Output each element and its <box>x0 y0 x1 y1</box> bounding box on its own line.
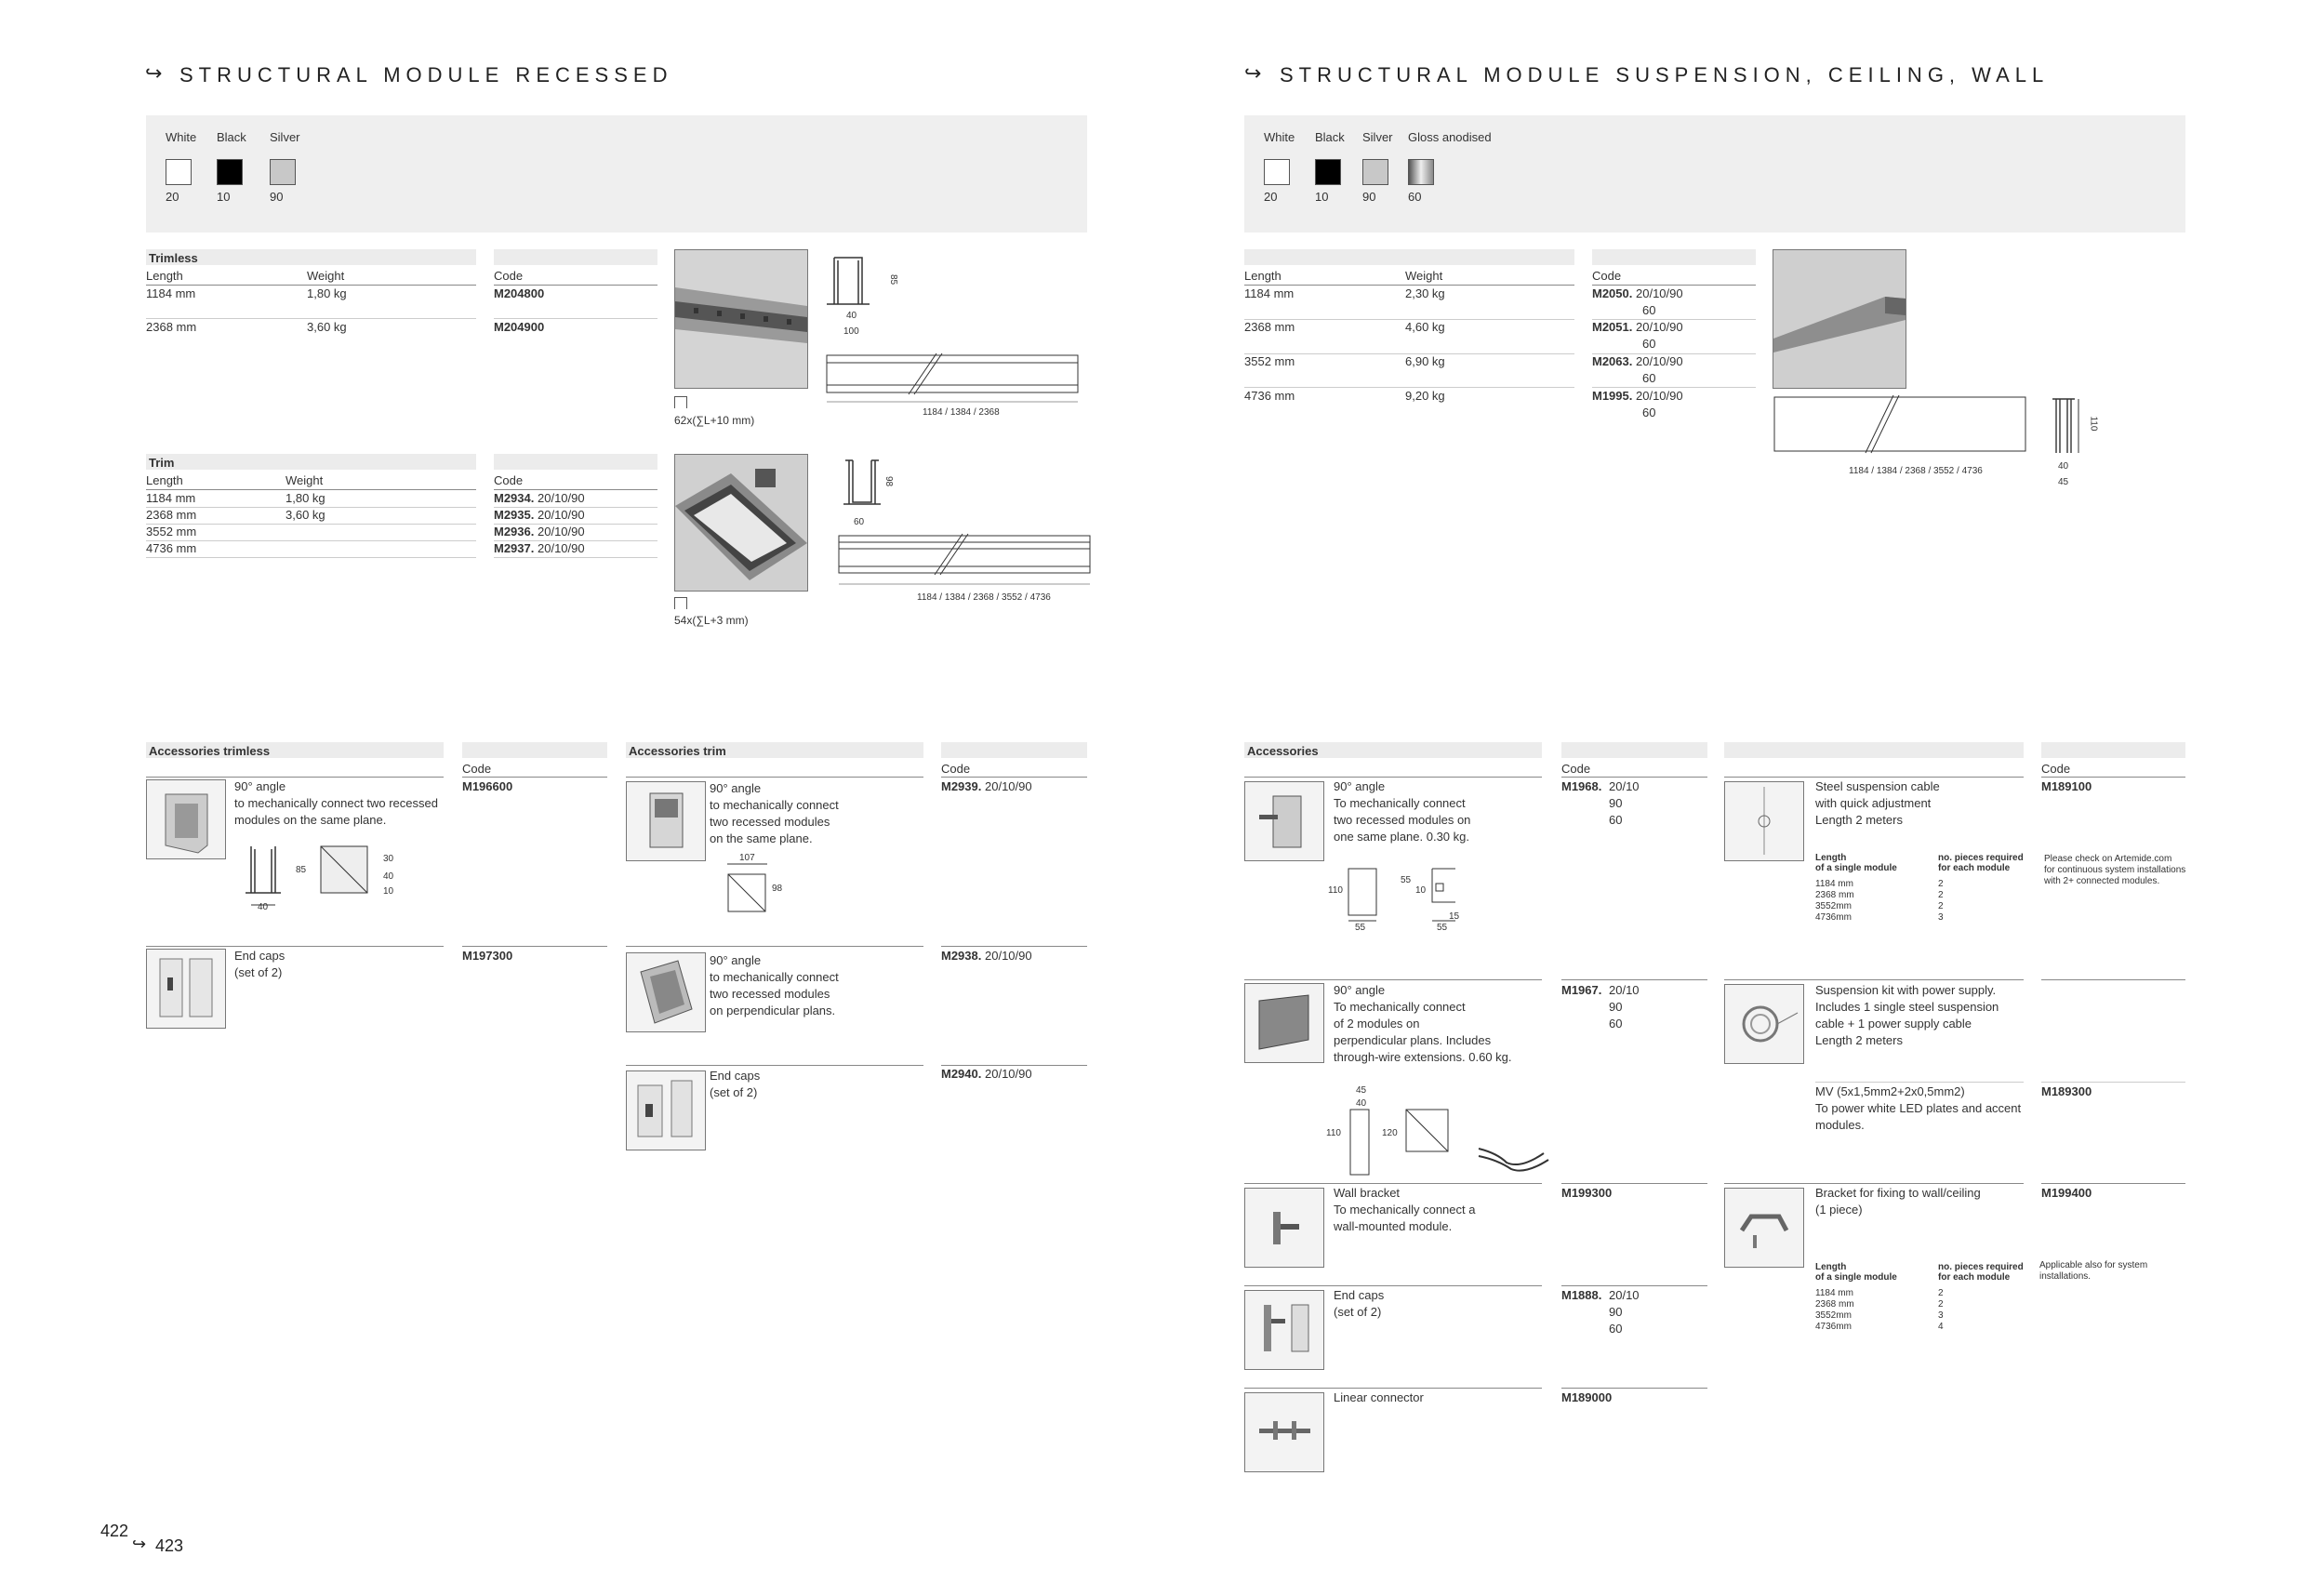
divider <box>1244 979 1542 980</box>
acc-trimless-code: M197300 <box>462 949 513 963</box>
suspension-cable-photo <box>1724 781 1804 861</box>
acc-endcap-photo <box>1244 1290 1324 1370</box>
module-row-code: M2051. 20/10/90 <box>1592 320 1683 334</box>
bracket-illustration <box>1725 1189 1803 1267</box>
accessories-header <box>1244 742 1542 758</box>
dim-label: 10 <box>383 886 394 897</box>
trim-length-drawing <box>837 526 1093 590</box>
acc-trim-desc: 90° angle to mechanically connect two recessed modules on the same plane. <box>710 781 839 845</box>
acc-code: M1968. <box>1561 779 1602 793</box>
divider <box>1724 979 2024 980</box>
divider <box>1724 777 2024 778</box>
table-pieces: 2 2 2 3 <box>1938 879 1944 923</box>
col-code: Code <box>462 762 492 776</box>
divider <box>941 777 1087 778</box>
table-header-pieces: no. pieces required for each module <box>1938 1262 2024 1283</box>
suspension-desc: Bracket for fixing to wall/ceiling (1 piece) <box>1815 1186 1981 1217</box>
left-color-band <box>146 115 1087 233</box>
swatch-white <box>166 159 192 185</box>
modules-header-bar <box>1244 249 1574 265</box>
dim-label: 40 <box>846 311 857 321</box>
module-row-variant2: 60 <box>1642 337 1656 351</box>
page-number-left: 422 <box>100 1522 129 1540</box>
acc-code: M1967. <box>1561 983 1602 997</box>
divider <box>2041 777 2185 778</box>
col-weight: Weight <box>286 473 324 487</box>
color-code-black: 10 <box>1315 190 1329 204</box>
col-weight: Weight <box>1405 269 1443 283</box>
acc-trimless-angle-photo <box>146 779 226 859</box>
color-label-gloss: Gloss anodised <box>1408 130 1492 144</box>
acc-desc: 90° angle To mechanically connect two recessed modules on one same plane. 0.30 kg. <box>1334 779 1471 844</box>
divider <box>146 557 476 558</box>
acc-trim-perp-photo <box>626 952 706 1032</box>
divider <box>494 557 657 558</box>
trimless-profile-illustration <box>675 250 807 388</box>
suspension-code: M189300 <box>2041 1084 2092 1098</box>
acc-variant: 90 <box>1609 1305 1623 1319</box>
dim-label: 45 <box>2058 477 2069 487</box>
trim-section-title: Trim <box>149 456 175 470</box>
acc-trim-code: M2939. 20/10/90 <box>941 779 1032 793</box>
trimless-cutout: 62x(∑L+10 mm) <box>674 414 755 427</box>
trimless-row-code: M204900 <box>494 320 545 334</box>
dim-label: 110 <box>1328 885 1343 896</box>
bracket-photo <box>1724 1188 1804 1268</box>
acc-desc: 90° angle To mechanically connect of 2 modules on perpendicular plans. Includes through-wire extensions. 0.60 kg. <box>1334 983 1512 1064</box>
angle-illustration <box>147 780 225 858</box>
module-row-weight: 6,90 kg <box>1405 354 1445 368</box>
divider <box>2041 1183 2185 1184</box>
divider <box>2041 979 2185 980</box>
divider <box>941 946 1087 947</box>
acc-trimless-desc: 90° angle to mechanically connect two recessed modules on the same plane. <box>234 779 438 827</box>
color-label-silver: Silver <box>1362 130 1393 144</box>
divider <box>1244 1183 1542 1184</box>
acc-linear-connector-photo <box>1244 1392 1324 1472</box>
trim-row-weight: 3,60 kg <box>286 508 325 522</box>
dim-label: 40 <box>1356 1098 1367 1109</box>
cutout-icon <box>674 597 687 609</box>
module-length-drawing <box>1773 395 2028 455</box>
trim-row-weight: 1,80 kg <box>286 491 325 505</box>
acc-trimless-header <box>146 742 444 758</box>
table-lengths: 1184 mm 2368 mm 3552mm 4736mm <box>1815 879 1854 923</box>
divider <box>146 777 444 778</box>
col-weight: Weight <box>307 269 345 283</box>
acc-trim-desc: End caps (set of 2) <box>710 1069 761 1099</box>
divider <box>1815 1082 2024 1083</box>
divider <box>1561 979 1707 980</box>
dim-label: 45 <box>1356 1085 1367 1096</box>
acc-trim-title: Accessories trim <box>629 744 726 758</box>
arrow-icon: ↪ <box>132 1535 147 1553</box>
trimless-code-header-bar <box>494 249 657 265</box>
trim-row-code: M2935. 20/10/90 <box>494 508 585 522</box>
right-page-title: STRUCTURAL MODULE SUSPENSION, CEILING, WALL <box>1280 63 2050 86</box>
color-label-white: White <box>166 130 197 144</box>
trimless-product-photo <box>674 249 808 389</box>
suspension-cable-illustration <box>1725 782 1803 860</box>
color-code-gloss: 60 <box>1408 190 1422 204</box>
trimless-row-length: 1184 mm <box>146 286 196 300</box>
suspension-code: M189100 <box>2041 779 2092 793</box>
suspension-kit-photo <box>1724 984 1804 1064</box>
acc-variant: 90 <box>1609 796 1623 810</box>
dim-label: 55 <box>1355 923 1366 933</box>
divider <box>626 1065 923 1066</box>
color-label-silver: Silver <box>270 130 300 144</box>
col-code: Code <box>1561 762 1591 776</box>
dim-label: 98 <box>772 884 783 894</box>
suspension-note: Please check on Artemide.com for continuous system installations with 2+ connected modules. <box>2044 854 2186 886</box>
trim-row-code: M2936. 20/10/90 <box>494 525 585 539</box>
col-code: Code <box>1592 269 1622 283</box>
suspension-desc: Suspension kit with power supply. Includes 1 single steel suspension cable + 1 power supply cable Length 2 meters <box>1815 983 1999 1047</box>
module-row-weight: 4,60 kg <box>1405 320 1445 334</box>
acc-trim-code: M2940. 20/10/90 <box>941 1067 1032 1081</box>
swatch-black <box>1315 159 1341 185</box>
dim-label: 15 <box>1449 911 1460 922</box>
trim-cutout: 54x(∑L+3 mm) <box>674 614 749 627</box>
suspension-code-header <box>2041 742 2185 758</box>
angle-illustration <box>1245 782 1323 860</box>
divider <box>1561 1388 1707 1389</box>
right-color-band <box>1244 115 2185 233</box>
divider <box>146 946 444 947</box>
trim-row-length: 1184 mm <box>146 491 196 505</box>
acc-angle-photo <box>1244 781 1324 861</box>
col-code: Code <box>494 269 524 283</box>
trim-length-dims: 1184 / 1384 / 2368 / 3552 / 4736 <box>917 592 1051 603</box>
color-code-black: 10 <box>217 190 231 204</box>
module-length-dims: 1184 / 1384 / 2368 / 3552 / 4736 <box>1849 466 1983 476</box>
arrow-icon: ↪ <box>1244 61 1262 85</box>
color-label-white: White <box>1264 130 1295 144</box>
acc-trim-endcap-photo <box>626 1070 706 1150</box>
col-length: Length <box>146 473 183 487</box>
dim-label: 40 <box>2058 461 2069 472</box>
module-row-length: 1184 mm <box>1244 286 1295 300</box>
dim-label: 60 <box>854 517 865 527</box>
module-row-length: 3552 mm <box>1244 354 1295 368</box>
trim-row-length: 4736 mm <box>146 541 197 555</box>
swatch-white <box>1264 159 1290 185</box>
dim-label: 110 <box>2088 416 2099 432</box>
swatch-gloss-anodised <box>1408 159 1434 185</box>
module-row-variant2: 60 <box>1642 371 1656 385</box>
divider <box>1244 1388 1542 1389</box>
dim-label: 85 <box>296 865 307 875</box>
trim-profile-illustration <box>675 455 807 591</box>
bracket-note: Applicable also for system installations. <box>2039 1260 2148 1282</box>
acc-perp-angle-photo <box>1244 983 1324 1063</box>
linear-connector-illustration <box>1245 1393 1323 1471</box>
trim-row-length: 2368 mm <box>146 508 197 522</box>
divider <box>462 946 607 947</box>
acc-variant: 20/10 <box>1609 779 1640 793</box>
color-label-black: Black <box>1315 130 1345 144</box>
trimless-row-length: 2368 mm <box>146 320 197 334</box>
dim-label: 85 <box>888 273 899 286</box>
swatch-silver <box>1362 159 1388 185</box>
acc-trim-header <box>626 742 923 758</box>
wall-bracket-illustration <box>1245 1189 1323 1267</box>
endcap-illustration <box>147 950 225 1028</box>
modules-code-header-bar <box>1592 249 1756 265</box>
module-row-variant2: 60 <box>1642 406 1656 419</box>
acc-trimless-code: M196600 <box>462 779 513 793</box>
swatch-silver <box>270 159 296 185</box>
dim-label: 100 <box>843 326 859 337</box>
acc-code: M199300 <box>1561 1186 1613 1200</box>
acc-trim-desc: 90° angle to mechanically connect two recessed modules on perpendicular plans. <box>710 953 839 1017</box>
module-illustration <box>1773 250 1906 388</box>
col-code: Code <box>2041 762 2071 776</box>
divider <box>1561 777 1707 778</box>
trimless-row-code: M204800 <box>494 286 545 300</box>
acc-trim-angle-photo <box>626 781 706 861</box>
dim-label: 110 <box>1326 1128 1341 1138</box>
acc-desc: End caps (set of 2) <box>1334 1288 1385 1319</box>
col-length: Length <box>146 269 183 283</box>
table-header-length: Length of a single module <box>1815 1262 1897 1283</box>
trim-product-photo <box>674 454 808 592</box>
divider <box>1561 1285 1707 1286</box>
dim-label: 107 <box>739 853 755 863</box>
dim-label: 40 <box>383 871 394 882</box>
angle-illustration <box>627 782 705 860</box>
suspension-kit-illustration <box>1725 985 1803 1063</box>
module-row-code: M2050. 20/10/90 <box>1592 286 1683 300</box>
trimless-row-weight: 1,80 kg <box>307 286 347 300</box>
page-number-right: 423 <box>155 1536 184 1555</box>
arrow-icon: ↪ <box>145 61 163 85</box>
acc-trim-code: M2938. 20/10/90 <box>941 949 1032 963</box>
module-row-weight: 2,30 kg <box>1405 286 1445 300</box>
acc-variant: 20/10 <box>1609 983 1640 997</box>
module-row-code: M2063. 20/10/90 <box>1592 354 1683 368</box>
trimless-section-title: Trimless <box>149 251 198 265</box>
acc-variant: 60 <box>1609 1017 1623 1030</box>
color-code-white: 20 <box>166 190 179 204</box>
acc-desc: Linear connector <box>1334 1390 1424 1404</box>
suspension-header <box>1724 742 2024 758</box>
acc-variant: 90 <box>1609 1000 1623 1014</box>
acc-variant: 20/10 <box>1609 1288 1640 1302</box>
suspension-desc: Steel suspension cable with quick adjustment Length 2 meters <box>1815 779 1940 827</box>
col-length: Length <box>1244 269 1282 283</box>
suspension-code: M199400 <box>2041 1186 2092 1200</box>
module-row-length: 4736 mm <box>1244 389 1295 403</box>
divider <box>1724 1183 2024 1184</box>
acc-variant: 60 <box>1609 813 1623 827</box>
divider <box>626 946 923 947</box>
col-code: Code <box>941 762 971 776</box>
table-header-pieces: no. pieces required for each module <box>1938 853 2024 873</box>
table-pieces: 2 2 3 4 <box>1938 1288 1944 1332</box>
module-row-code: M1995. 20/10/90 <box>1592 389 1683 403</box>
acc-variant: 60 <box>1609 1322 1623 1336</box>
color-label-black: Black <box>217 130 246 144</box>
trimless-length-dims: 1184 / 1384 / 2368 <box>923 407 1000 418</box>
module-row-variant2: 60 <box>1642 303 1656 317</box>
trimless-section-drawing <box>825 253 890 337</box>
endcap-illustration <box>627 1071 705 1150</box>
divider <box>1244 1285 1542 1286</box>
acc-trimless-title: Accessories trimless <box>149 744 271 758</box>
cutout-icon <box>674 396 687 408</box>
dim-label: 98 <box>883 475 895 487</box>
color-code-silver: 90 <box>1362 190 1376 204</box>
acc-wall-bracket-photo <box>1244 1188 1324 1268</box>
perp-angle-illustration <box>627 953 705 1031</box>
trimless-header-bar <box>146 249 476 265</box>
table-header-length: Length of a single module <box>1815 853 1897 873</box>
suspension-desc: MV (5x1,5mm2+2x0,5mm2) To power white LED plates and accent modules. <box>1815 1084 2022 1132</box>
accessories-title: Accessories <box>1247 744 1319 758</box>
endcap-illustration <box>1245 1291 1323 1369</box>
divider <box>1244 777 1542 778</box>
divider <box>2041 1082 2185 1083</box>
acc-trimless-endcap-photo <box>146 949 226 1029</box>
divider <box>626 777 923 778</box>
col-code: Code <box>494 473 524 487</box>
acc-desc: Wall bracket To mechanically connect a wall-mounted module. <box>1334 1186 1476 1233</box>
trim-row-length: 3552 mm <box>146 525 197 539</box>
module-row-length: 2368 mm <box>1244 320 1295 334</box>
trimless-row-weight: 3,60 kg <box>307 320 347 334</box>
trim-row-code: M2937. 20/10/90 <box>494 541 585 555</box>
perp-angle-illustration <box>1245 984 1323 1062</box>
module-product-photo <box>1773 249 1906 389</box>
dim-label: 30 <box>383 854 394 864</box>
dim-label: 10 <box>1415 885 1427 896</box>
left-page-title: STRUCTURAL MODULE RECESSED <box>179 63 673 86</box>
dim-label: 55 <box>1437 923 1448 933</box>
trim-row-code: M2934. 20/10/90 <box>494 491 585 505</box>
swatch-black <box>217 159 243 185</box>
dim-label: 120 <box>1382 1128 1398 1138</box>
divider <box>1561 1183 1707 1184</box>
acc-code: M189000 <box>1561 1390 1613 1404</box>
acc-trimless-code-header <box>462 742 607 758</box>
divider <box>462 777 607 778</box>
module-row-weight: 9,20 kg <box>1405 389 1445 403</box>
accessories-code-header <box>1561 742 1707 758</box>
trim-code-header-bar <box>494 454 657 470</box>
acc-trim-code-header <box>941 742 1087 758</box>
acc-trimless-desc: End caps (set of 2) <box>234 949 286 979</box>
trim-header-bar <box>146 454 476 470</box>
acc-code: M1888. <box>1561 1288 1602 1302</box>
dim-label: 55 <box>1401 875 1412 885</box>
dim-label: 40 <box>258 902 269 912</box>
acc-perp-angle-drawing <box>1339 1102 1562 1181</box>
trimless-length-drawing <box>825 346 1081 407</box>
color-code-white: 20 <box>1264 190 1278 204</box>
color-code-silver: 90 <box>270 190 284 204</box>
table-lengths: 1184 mm 2368 mm 3552mm 4736mm <box>1815 1288 1854 1332</box>
